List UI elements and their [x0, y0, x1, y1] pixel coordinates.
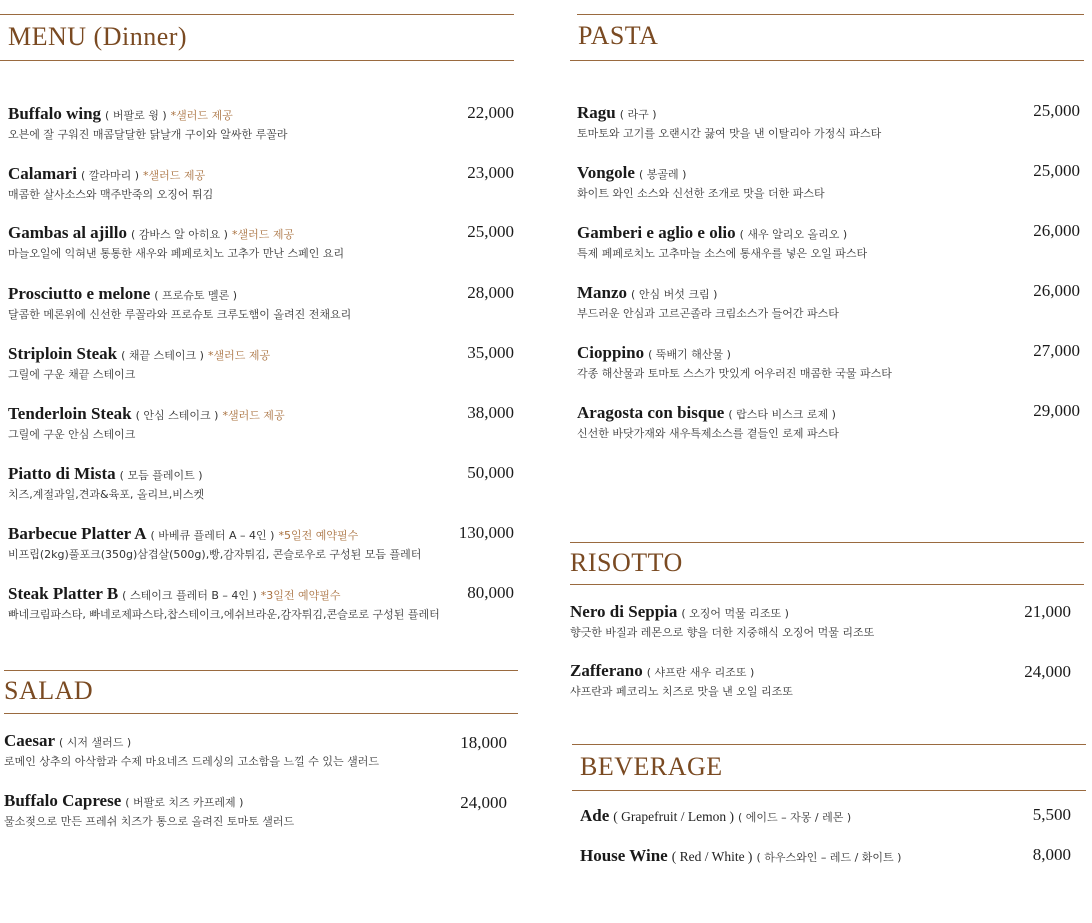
menu-item-aragosta: [577, 402, 839, 442]
item-korean-name: ( 라구 ): [619, 108, 657, 121]
item-name: Ragu: [577, 103, 616, 122]
item-korean-name: ( 시저 샐러드 ): [58, 736, 132, 749]
item-korean-name: ( 오징어 먹물 리조또 ): [681, 607, 789, 620]
item-description: 신선한 바닷가재와 새우특제소스를 곁들인 로제 파스타: [577, 427, 839, 440]
item-name: Zafferano: [570, 661, 643, 680]
dinner-section-title: MENU (Dinner): [8, 22, 188, 51]
item-description: 달콤한 메론위에 신선한 루꼴라와 프로슈토 크루도햄이 올려진 전채요리: [8, 308, 352, 321]
item-korean-name: ( 안심 스테이크 ): [135, 409, 219, 422]
item-name: House Wine: [580, 846, 668, 865]
item-korean-name: ( 새우 알리오 올리오 ): [739, 228, 848, 241]
item-name: Piatto di Mista: [8, 464, 116, 483]
item-name: Prosciutto e melone: [8, 284, 151, 303]
item-description: 화이트 와인 소스와 신선한 조개로 맛을 더한 파스타: [577, 187, 825, 200]
item-name: Buffalo wing: [8, 104, 102, 123]
item-korean-name: ( 뚝배기 해산물 ): [648, 348, 731, 361]
item-name: Striploin Steak: [8, 344, 118, 363]
menu-item-buffalo-caprese: [4, 790, 294, 830]
item-description: 각종 해산물과 토마토 스스가 맛있게 어우러진 매콤한 국물 파스타: [577, 367, 892, 380]
item-flavors: ( Red / White ): [671, 849, 753, 864]
item-name: Aragosta con bisque: [577, 403, 725, 422]
risotto-top-rule: [570, 542, 1084, 543]
risotto-section-title: RISOTTO: [570, 548, 683, 577]
item-name: Cioppino: [577, 343, 645, 362]
item-note: *샐러드 제공: [143, 169, 206, 182]
item-korean-name: ( 에이드 – 자몽 / 레몬 ): [737, 811, 852, 824]
item-korean-name: ( 샤프란 새우 리조또 ): [646, 666, 755, 679]
item-description: 부드러운 안심과 고르곤졸라 크림소스가 들어간 파스타: [577, 307, 839, 320]
item-note: *샐러드 제공: [170, 109, 233, 122]
item-price: 22,000: [467, 103, 514, 122]
item-description: 그릴에 구운 채끝 스테이크: [8, 368, 136, 381]
item-name: Calamari: [8, 164, 77, 183]
item-price: 26,000: [1033, 221, 1080, 240]
menu-item-buffalo-wing: [8, 103, 288, 143]
item-name: Tenderloin Steak: [8, 404, 132, 423]
item-korean-name: ( 스테이크 플레터 B – 4인 ): [122, 589, 257, 602]
item-price: 29,000: [1033, 401, 1080, 420]
item-name: Ade: [580, 806, 610, 825]
menu-item-barbecue-platter-a: [8, 523, 421, 563]
item-description: 비프립(2kg)풀포크(350g)삼겹살(500g),빵,감자튀김, 콘슬로우로 구성된 모듬 플레터: [8, 548, 422, 561]
item-description: 그릴에 구운 안심 스테이크: [8, 428, 136, 441]
item-price: 18,000: [460, 733, 507, 752]
item-description: 마늘오일에 익혀낸 통통한 새우와 페페로치노 고추가 만난 스페인 요리: [8, 247, 345, 260]
pasta-bottom-rule: [570, 60, 1084, 61]
item-note: *5일전 예약필수: [278, 529, 359, 542]
beverage-bottom-rule: [572, 790, 1086, 791]
item-description: 빠네크림파스타, 빠네로제파스타,찹스테이크,에쉬브라운,감자튀김,콘슬로로 구성된 플레터: [8, 608, 440, 621]
item-price: 38,000: [467, 403, 514, 422]
menu-item-nero-di-seppia: [570, 601, 874, 641]
menu-item-gamberi: [577, 222, 867, 262]
item-korean-name: ( 랍스타 비스크 로제 ): [728, 408, 836, 421]
menu-item-striploin: [8, 343, 270, 383]
menu-item-piatto-di-mista: [8, 463, 204, 503]
dinner-top-rule: [0, 14, 514, 15]
menu-item-ragu: [577, 102, 881, 142]
item-description: 치즈,계절과일,견과&육포, 올리브,비스켓: [8, 488, 205, 501]
item-korean-name: ( 안심 버섯 크림 ): [631, 288, 718, 301]
item-flavors: ( Grapefruit / Lemon ): [613, 809, 734, 824]
menu-item-calamari: [8, 163, 213, 203]
item-name: Gamberi e aglio e olio: [577, 223, 736, 242]
item-price: 25,000: [1033, 101, 1080, 120]
item-price: 5,500: [1032, 805, 1071, 824]
beverage-top-rule: [572, 744, 1086, 745]
item-price: 21,000: [1024, 602, 1071, 621]
item-description: 향긋한 바질과 레몬으로 향을 더한 지중해식 오징어 먹물 리조또: [570, 626, 875, 639]
item-korean-name: ( 봉골레 ): [638, 168, 687, 181]
item-price: 28,000: [467, 283, 514, 302]
menu-item-house-wine: [580, 845, 901, 867]
item-price: 8,000: [1032, 845, 1071, 864]
item-price: 26,000: [1033, 281, 1080, 300]
menu-item-caesar: [4, 730, 379, 770]
item-description: 특제 페페로치노 고추마늘 소스에 통새우를 넣은 오일 파스타: [577, 247, 868, 260]
item-price: 80,000: [467, 583, 514, 602]
item-description: 오븐에 잘 구워진 매콤달달한 닭날개 구이와 알싸한 루꼴라: [8, 128, 288, 141]
menu-item-tenderloin: [8, 403, 285, 443]
item-name: Caesar: [4, 731, 55, 750]
dinner-bottom-rule: [0, 60, 514, 61]
item-price: 24,000: [1024, 662, 1071, 681]
item-korean-name: ( 바베큐 플레터 A – 4인 ): [150, 529, 275, 542]
item-note: *샐러드 제공: [231, 228, 295, 241]
item-price: 23,000: [467, 163, 514, 182]
item-price: 25,000: [467, 222, 514, 241]
item-description: 샤프란과 페코리노 치즈로 맛을 낸 오일 리조또: [570, 685, 793, 698]
item-name: Gambas al ajillo: [8, 223, 128, 242]
item-name: Vongole: [577, 163, 635, 182]
item-description: 매콤한 살사소스와 맥주반죽의 오징어 튀김: [8, 188, 214, 201]
item-korean-name: ( 깔라마리 ): [80, 169, 140, 182]
item-name: Steak Platter B: [8, 584, 119, 603]
menu-item-zafferano: [570, 660, 793, 700]
item-korean-name: ( 모듬 플레이트 ): [119, 469, 203, 482]
menu-item-cioppino: [577, 342, 892, 382]
item-korean-name: ( 프로슈토 멜론 ): [154, 289, 238, 302]
menu-item-prosciutto: [8, 283, 351, 323]
item-korean-name: ( 감바스 알 아히요 ): [131, 228, 228, 241]
item-name: Nero di Seppia: [570, 602, 678, 621]
item-korean-name: ( 버팔로 윙 ): [105, 109, 167, 122]
item-name: Buffalo Caprese: [4, 791, 122, 810]
item-price: 24,000: [460, 793, 507, 812]
beverage-section-title: BEVERAGE: [580, 752, 723, 781]
menu-item-vongole: [577, 162, 825, 202]
item-name: Manzo: [577, 283, 628, 302]
item-price: 25,000: [1033, 161, 1080, 180]
item-note: *샐러드 제공: [222, 409, 285, 422]
item-korean-name: ( 하우스와인 – 레드 / 화이트 ): [756, 851, 902, 864]
item-note: *3일전 예약필수: [260, 589, 341, 602]
item-price: 35,000: [467, 343, 514, 362]
item-description: 토마토와 고기를 오랜시간 끓여 맛을 낸 이탈리아 가정식 파스타: [577, 127, 882, 140]
pasta-section-title: PASTA: [578, 21, 659, 50]
item-price: 27,000: [1033, 341, 1080, 360]
item-note: *샐러드 제공: [207, 349, 271, 362]
item-korean-name: ( 버팔로 치즈 카프레제 ): [125, 796, 244, 809]
item-description: 물소젖으로 만든 프레쉬 치즈가 통으로 올려진 토마토 샐러드: [4, 815, 295, 828]
item-price: 50,000: [467, 463, 514, 482]
salad-bottom-rule: [4, 713, 518, 714]
item-name: Barbecue Platter A: [8, 524, 147, 543]
menu-item-ade: [580, 805, 851, 827]
salad-section-title: SALAD: [4, 676, 94, 705]
risotto-bottom-rule: [570, 584, 1084, 585]
item-description: 로메인 상추의 아삭함과 수제 마요네즈 드레싱의 고소함을 느낄 수 있는 샐러드: [4, 755, 379, 768]
pasta-top-rule: [577, 14, 1084, 15]
menu-item-steak-platter-b: [8, 583, 440, 623]
salad-top-rule: [4, 670, 518, 671]
menu-item-manzo: [577, 282, 839, 322]
item-price: 130,000: [458, 523, 514, 542]
menu-item-gambas: [8, 222, 344, 262]
item-korean-name: ( 채끝 스테이크 ): [121, 349, 204, 362]
